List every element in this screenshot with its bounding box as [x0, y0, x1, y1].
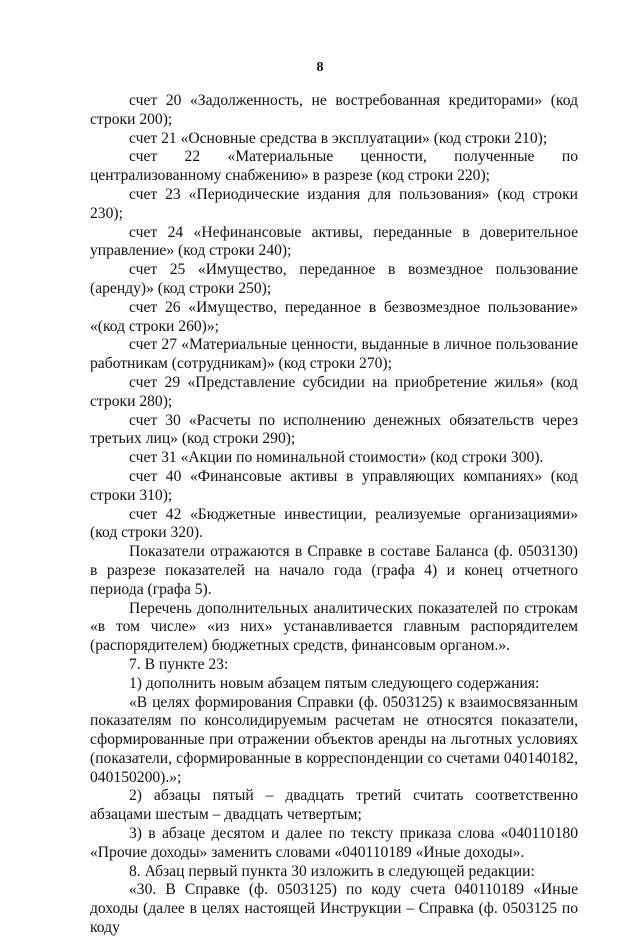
paragraph-schet-30: счет 30 «Расчеты по исполнению денежных обязательств через третьих лиц» (код строки 290); [90, 411, 578, 448]
paragraph-item-7-1: 1) дополнить новым абзацем пятым следующего содержания: [129, 674, 540, 692]
paragraph-item-7-3: 3) в абзаце десятом и далее по тексту приказа слова «040110180 «Прочие доходы» заменить словами «040110189 «Иные доходы». [90, 825, 578, 861]
paragraph-schet-29: счет 29 «Представление субсидии на приобретение жилья» (код строки 280); [90, 373, 578, 410]
paragraph-item-8: 8. Абзац первый пункта 30 изложить в следующей редакции: [129, 862, 535, 880]
paragraph-item-7-2: 2) абзацы пятый – двадцать третий считать соответственно абзацами шестым – двадцать четвертым; [90, 787, 578, 824]
paragraph-schet-27: счет 27 «Материальные ценности, выданные в личное пользование работникам (сотрудникам)» (код строки 270); [90, 336, 578, 373]
paragraph-schet-22: счет 22 «Материальные ценности, полученные по централизованному снабжению» в разрезе (код строки 220); [90, 148, 578, 185]
paragraph-schet-26: счет 26 «Имущество, переданное в безвозмездное пользование» «(код строки 260)»; [90, 298, 578, 335]
paragraph-quote-consolidated: «В целях формирования Справки (ф. 0503125) к взаимосвязанным показателям по консолидируемым расчетам не относятся показатели, сформированные при отражении объектов аренды на льготных условиях (показатели, сформированные в корреспонденции со счетами 040140182, 040150200).»; [90, 693, 578, 786]
paragraph-schet-21: счет 21 «Основные средства в эксплуатации» (код строки 210); [129, 129, 548, 147]
paragraph-schet-25: счет 25 «Имущество, переданное в возмездное пользование (аренду)» (код строки 250); [90, 261, 578, 297]
paragraph-quote-item-30: «30. В Справке (ф. 0503125) по коду счета 040110189 «Иные доходы (далее в целях настоящей Инструкции – Справка (ф. 0503125 по коду [90, 881, 578, 937]
page-number: 8 [316, 60, 324, 75]
paragraph-schet-23: счет 23 «Периодические издания для пользования» (код строки 230); [90, 185, 578, 222]
paragraph-schet-31: счет 31 «Акции по номинальной стоимости» (код строки 300). [129, 449, 544, 467]
paragraph-schet-20: счет 20 «Задолженность, не востребованная кредиторами» (код строки 200); [90, 92, 578, 128]
paragraph-additional-indicators: Перечень дополнительных аналитических показателей по строкам «в том числе» «из них» устанавливается главным распорядителем (распорядителем) бюджетных средств, финансовым органом.». [90, 599, 578, 655]
paragraph-schet-40: счет 40 «Финансовые активы в управляющих компаниях» (код строки 310); [90, 467, 578, 504]
body-text [90, 92, 578, 938]
paragraph-schet-42: счет 42 «Бюджетные инвестиции, реализуемые организациями» (код строки 320). [90, 505, 578, 542]
paragraph-indicators: Показатели отражаются в Справке в составе Баланса (ф. 0503130) в разрезе показателей на начало года (графа 4) и конец отчетного периода (графа 5). [90, 543, 578, 598]
paragraph-item-7: 7. В пункте 23: [129, 655, 229, 673]
paragraph-schet-24: счет 24 «Нефинансовые активы, переданные в доверительное управление» (код строки 240); [90, 223, 578, 260]
